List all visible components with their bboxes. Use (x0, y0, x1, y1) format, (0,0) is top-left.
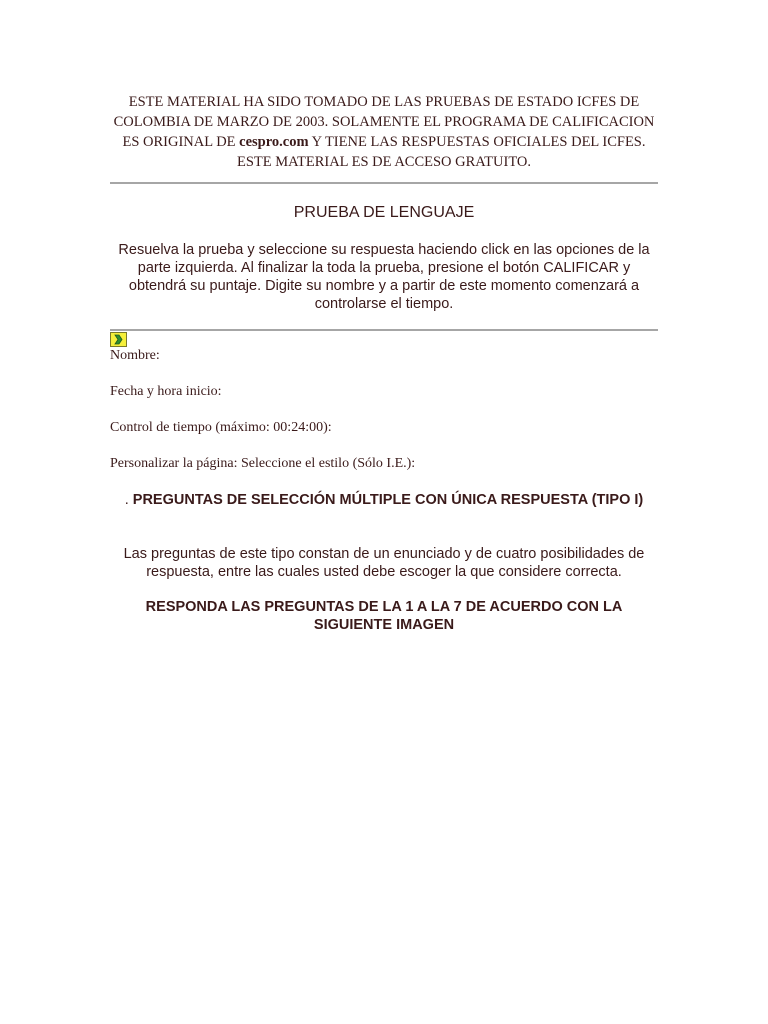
section-prefix: . (124, 492, 133, 508)
page-title: PRUEBA DE LENGUAJE (293, 204, 475, 221)
arrow-icon[interactable] (110, 332, 127, 347)
name-label: Nombre: (110, 348, 160, 363)
top-divider (110, 182, 658, 184)
test-instructions: Resuelva la prueba y seleccione su respuesta haciendo click en las opciones de la parte izquierda. Al finalizar la toda la prueba, presione el botón CALIFICAR y obtendrá su puntaje. Digite su nombre y a partir de este momento comenzará a controlarse el tiempo. (118, 242, 650, 312)
notice-text-1: ESTE MATERIAL HA SIDO TOMADO DE LAS PRUEBAS DE ESTADO ICFES DE COLOMBIA DE MARZO DE 2003. SOLAMENTE EL PROGRAMA DE CALIFICACION ES ORIGINAL DE (113, 94, 655, 150)
time-control-label: Control de tiempo (máximo: 00:24:00): (110, 420, 332, 435)
start-time-label: Fecha y hora inicio: (110, 384, 222, 399)
source-notice (108, 92, 660, 172)
middle-divider (110, 329, 658, 331)
style-select-label: Personalizar la página: Seleccione el estilo (Sólo I.E.): (110, 456, 416, 471)
section-heading-text: PREGUNTAS DE SELECCIÓN MÚLTIPLE CON ÚNICA RESPUESTA (TIPO I) (132, 492, 644, 508)
brand-name: cespro.com (239, 134, 309, 150)
section-heading (110, 491, 658, 509)
section-description: Las preguntas de este tipo constan de un enunciado y de cuatro posibilidades de respuesta, entre las cuales usted debe escoger la que considere correcta. (123, 546, 645, 580)
questions-instruction: RESPONDA LAS PREGUNTAS DE LA 1 A LA 7 DE ACUERDO CON LA SIGUIENTE IMAGEN (145, 599, 623, 633)
notice-text-2: Y TIENE LAS RESPUESTAS OFICIALES DEL ICFES. ESTE MATERIAL ES DE ACCESO GRATUITO. (236, 134, 646, 170)
